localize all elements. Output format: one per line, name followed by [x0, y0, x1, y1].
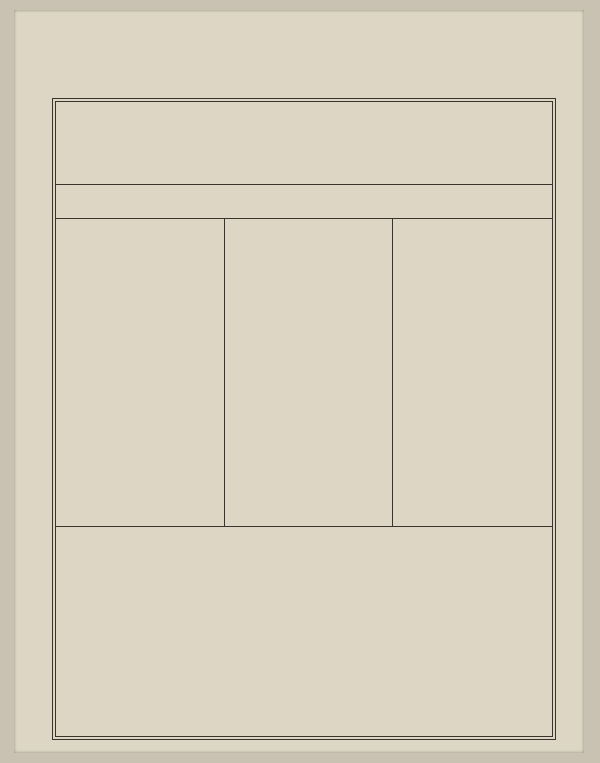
alphabet-column-2 [224, 218, 395, 526]
alphabet-column-1 [62, 218, 226, 526]
header-section [56, 102, 552, 185]
inner-border [55, 101, 553, 737]
alphabet-column-3 [392, 218, 555, 526]
intro-row [56, 184, 552, 219]
header-center [168, 104, 444, 107]
alphabet-columns [56, 218, 552, 527]
lower-proverbs [56, 526, 552, 738]
broadsheet-frame [52, 98, 556, 740]
paper-sheet [14, 10, 584, 753]
